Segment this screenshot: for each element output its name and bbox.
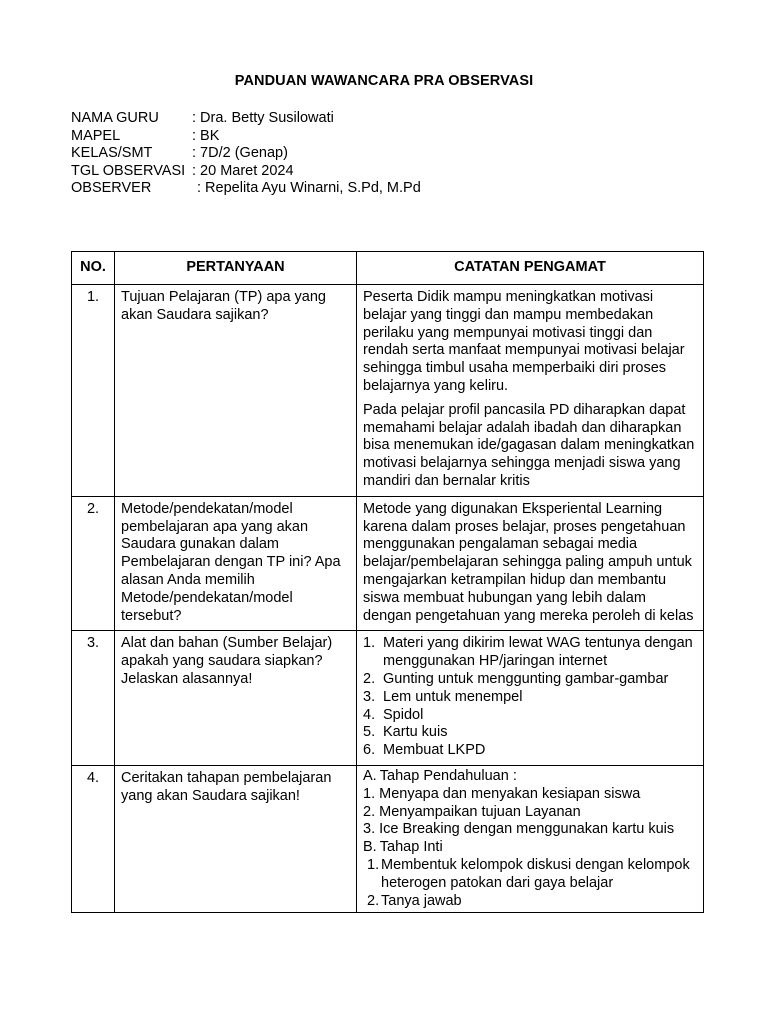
- materials-list: [363, 635, 697, 760]
- meta-value: : Repelita Ayu Winarni, S.Pd, M.Pd: [197, 180, 421, 197]
- step-text: Menyapa dan menyakan kesiapan siswa: [379, 785, 641, 802]
- interview-table: [71, 251, 704, 913]
- step-number: 2.: [363, 803, 376, 820]
- list-item: [363, 742, 697, 760]
- list-number: 1.: [363, 635, 376, 652]
- table-row: [72, 285, 704, 497]
- list-item: [363, 635, 697, 671]
- meta-label: TGL OBSERVASI: [71, 162, 186, 179]
- row-number: 2.: [72, 496, 115, 631]
- list-number: 6.: [363, 742, 376, 759]
- list-text: Gunting untuk menggunting gambar-gambar: [383, 670, 669, 687]
- list-item: [363, 707, 697, 725]
- notes-paragraph: Peserta Didik mampu meningkatkan motivasi belajar yang tinggi dan mampu membedakan perilaku yang mempunyai motivasi tinggi dan rendah serta manfaat mempunyai motivasi belajar sehingga timbul usaha memperbaiki diri proses belajarnya yang keliru.: [363, 289, 685, 394]
- table-row: [72, 631, 704, 766]
- list-number: 4.: [363, 706, 376, 723]
- step-text: Tanya jawab: [381, 892, 462, 909]
- stage-step: [363, 786, 697, 804]
- stage-text: Tahap Pendahuluan :: [379, 767, 517, 784]
- question-cell: Tujuan Pelajaran (TP) apa yang akan Saudara sajikan?: [115, 285, 357, 497]
- row-number: 1.: [72, 285, 115, 497]
- stage-step: [363, 804, 697, 822]
- list-text: Membuat LKPD: [383, 742, 486, 759]
- list-number: 3.: [363, 688, 376, 705]
- stage-text: Tahap Inti: [379, 839, 443, 856]
- meta-value: : Dra. Betty Susilowati: [192, 110, 334, 126]
- meta-value: : 20 Maret 2024: [192, 162, 294, 179]
- table-row: [72, 496, 704, 631]
- meta-label: OBSERVER: [71, 180, 152, 197]
- notes-cell: [357, 631, 704, 766]
- notes-cell: [357, 285, 704, 497]
- step-number: 1.: [367, 856, 380, 873]
- list-number: 2.: [363, 670, 376, 687]
- list-text: Materi yang dikirim lewat WAG tentunya dengan menggunakan HP/jaringan internet: [383, 635, 693, 670]
- meta-value: : 7D/2 (Genap): [192, 145, 288, 162]
- stage-substep: [363, 857, 697, 893]
- question-cell: Ceritakan tahapan pembelajaran yang akan Saudara sajikan!: [115, 765, 357, 912]
- list-item: [363, 689, 697, 707]
- meta-label: MAPEL: [71, 127, 121, 144]
- step-number: 3.: [363, 821, 376, 838]
- list-text: Spidol: [383, 706, 424, 723]
- notes-cell: [357, 496, 704, 631]
- document-title: PANDUAN WAWANCARA PRA OBSERVASI: [234, 73, 534, 89]
- stage-heading: [363, 839, 697, 857]
- step-text: Ice Breaking dengan menggunakan kartu kuis: [379, 821, 675, 838]
- stage-step: [363, 821, 697, 839]
- header-question: PERTANYAAN: [115, 252, 357, 285]
- meta-label: KELAS/SMT: [71, 145, 153, 162]
- stage-letter: B.: [363, 839, 377, 856]
- list-item: [363, 724, 697, 742]
- question-cell: Alat dan bahan (Sumber Belajar) apakah yang saudara siapkan? Jelaskan alasannya!: [115, 631, 357, 766]
- step-text: Menyampaikan tujuan Layanan: [379, 803, 581, 820]
- table-header-row: [72, 252, 704, 285]
- list-text: Kartu kuis: [383, 724, 448, 741]
- row-number: 4.: [72, 765, 115, 912]
- list-text: Lem untuk menempel: [383, 688, 523, 705]
- table-row: [72, 765, 704, 912]
- row-number: 3.: [72, 631, 115, 766]
- step-text: Membentuk kelompok diskusi dengan kelompok heterogen patokan dari gaya belajar: [381, 856, 690, 891]
- stage-substep: [363, 893, 697, 911]
- header-notes: CATATAN PENGAMAT: [357, 252, 704, 285]
- step-number: 2.: [367, 892, 380, 909]
- notes-cell: [357, 765, 704, 912]
- question-cell: Metode/pendekatan/model pembelajaran apa yang akan Saudara gunakan dalam Pembelajaran dengan TP ini? Apa alasan Anda memilih Metode/pendekatan/model tersebut?: [115, 496, 357, 631]
- notes-paragraph: Metode yang digunakan Eksperiental Learning karena dalam proses belajar, proses pengetahuan menggunakan pengalaman sebagai media belajar/pembelajaran sehingga paling ampuh untuk mengajarkan ketrampilan hidup dan membantu siswa membuat hubungan yang lebih dalam dengan pengetahuan yang mereka peroleh di kelas: [363, 500, 694, 624]
- stage-letter: A.: [363, 767, 377, 784]
- list-number: 5.: [363, 724, 376, 741]
- notes-paragraph: Pada pelajar profil pancasila PD diharapkan dapat memahami belajar adalah ibadah dan diharapkan bisa menemukan ide/gagasan dalam meningkatkan motivasi belajarnya sehingga menjadi siswa yang mandiri dan bernalar kritis: [363, 401, 695, 489]
- meta-value: : BK: [192, 127, 220, 144]
- step-number: 1.: [363, 785, 376, 802]
- header-no: NO.: [72, 252, 115, 285]
- stage-heading: [363, 768, 697, 786]
- list-item: [363, 671, 697, 689]
- meta-label: NAMA GURU: [71, 110, 159, 126]
